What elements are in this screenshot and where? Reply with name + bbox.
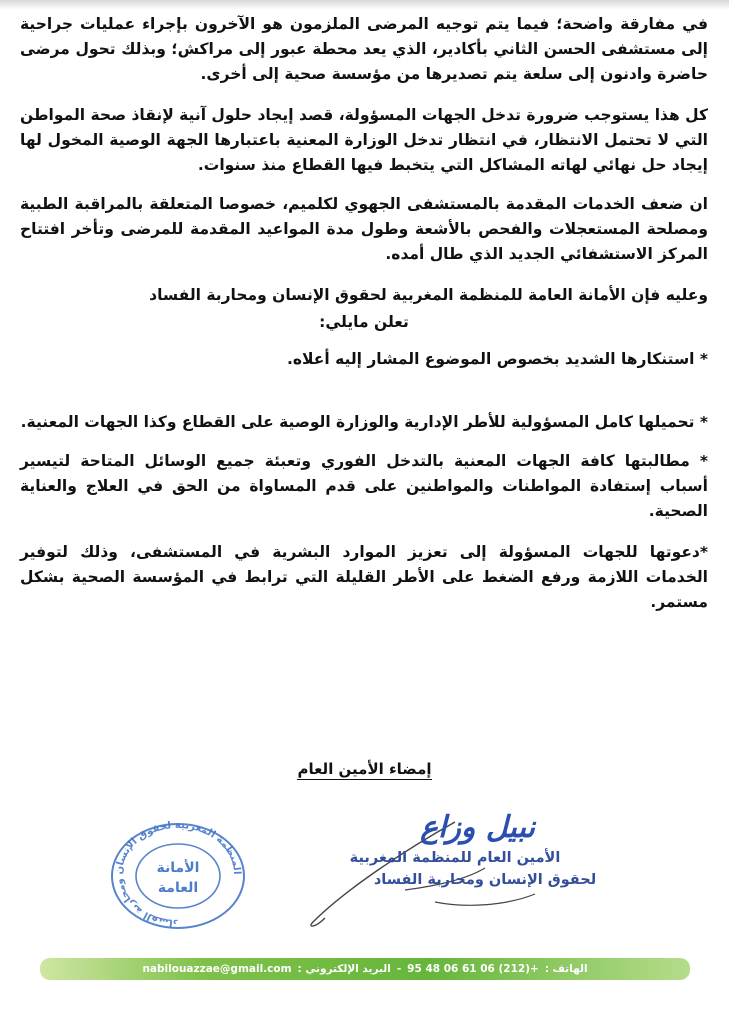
paragraph-1: في مفارقة واضحة؛ فيما يتم توجيه المرضى الملزمون هو الآخرون بإجراء عمليات جراحية إلى مستشفى الحسن الثاني بأكادير، الذي يعد محطة عبور إلى مراكش؛ وبذلك تحول مرضى حاضرة وادنون إلى سلعة يتم تصديرها من مؤسسة صحية إلى أخرى. [20,15,708,83]
stamp-center-line-2: العامة [157,880,199,896]
page-top-edge [0,0,729,10]
stamp-center-line-1: الأمانة [156,860,200,876]
demand-item-2: * تحميلها كامل المسؤولية للأطر الإدارية والوزارة الوصية على القطاع وكذا الجهات المعنية. [20,413,708,431]
demand-item-4: *دعوتها للجهات المسؤولة إلى تعزيز الموارد البشرية في المستشفى، وذلك لتوفير الخدمات اللازمة ورفع الضغط على الأطر القليلة التي ترابط في المؤسسة الصحية بشكل مستمر. [20,543,708,611]
footer-phone-label: الهاتف : [544,963,588,975]
footer-email: nabilouazzae@gmail.com [142,963,292,975]
footer-phone: 95 48 06 61 06 (212)+ [407,963,539,975]
signature-line-2: لحقوق الإنسان ومحاربة الفساد [373,872,597,888]
paragraph-2: كل هذا يستوجب ضرورة تدخل الجهات المسؤولة، قصد إيجاد حلول آنية لإنقاذ صحة المواطن التي لا تحتمل الانتظار، في انتظار تدخل الوزارة المعنية باعتبارها الجهة الوصية المخول لها إيجاد حل نهائي لهاته المشاكل التي يتخبط فيها القطاع منذ سنوات. [20,106,708,174]
demand-item-1: * استنكارها الشديد بخصوص الموضوع المشار إليه أعلاه. [286,350,708,368]
announcement-heading: تعلن مايلي: [319,313,409,331]
signature-line-1: الأمين العام للمنظمة المغربية [349,850,561,866]
signature-block [285,810,605,930]
document-body [20,12,708,615]
demand-item-3: * مطالبتها كافة الجهات المعنية بالتدخل الفوري وتعبئة جميع الوسائل المتاحة لتيسير أسباب إستفادة المواطنات والمواطنين على قدم المساواة من الحق في العلاج والعناية الصحية. [20,452,708,520]
signature-heading-text: إمضاء الأمين العام [297,760,432,778]
paragraph-4: وعليه فإن الأمانة العامة للمنظمة المغربية لحقوق الإنسان ومحاربة الفساد [149,286,708,304]
stamp-ring-text: المنظمة المغربية لحقوق الإنسان ومحاربة الفساد [113,820,243,929]
paragraph-3: ان ضعف الخدمات المقدمة بالمستشفى الجهوي لكلميم، خصوصا المتعلقة بالمراقبة الطبية ومصلحة المستعجلات والفحص بالأشعة وطول مدة المواعيد المقدمة للمرضى وتأخر افتتاح المركز الاستشفائي الجديد الذي طال أمده. [20,195,708,263]
organization-stamp [104,820,252,932]
footer-email-label: البريد الإلكتروني : [297,963,391,975]
signature-heading [0,760,729,778]
signature-name: نبيل وزاع [420,810,535,845]
contact-footer-bar [40,958,690,980]
footer-separator: - [396,963,402,975]
